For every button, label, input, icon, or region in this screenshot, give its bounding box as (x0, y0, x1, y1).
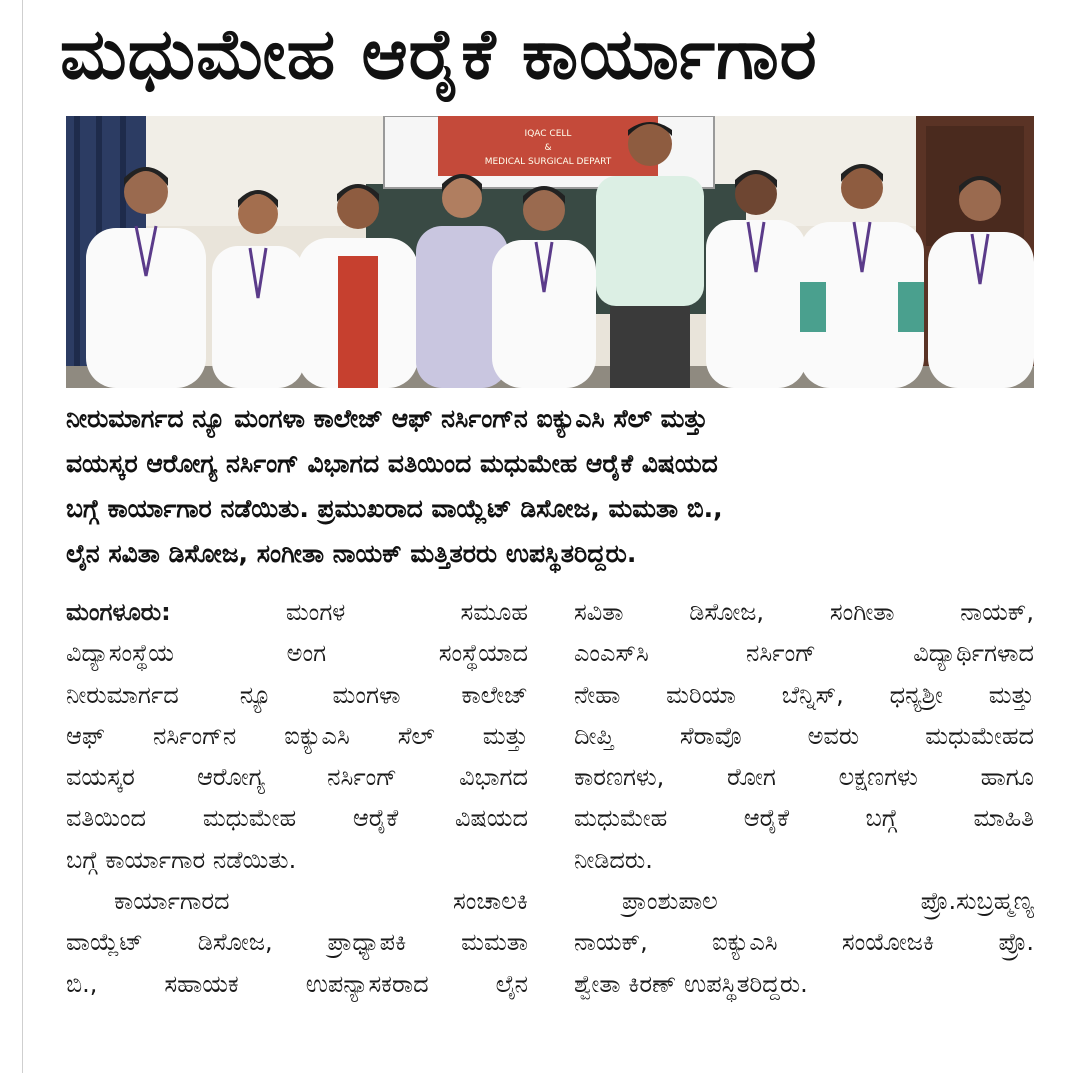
caption-line: ಲೈನ ಸವಿತಾ ಡಿಸೋಜ, ಸಂಗೀತಾ ನಾಯಕ್ ಮತ್ತಿತರರು ಉಪಸ್ಥಿತರಿದ್ದರು. (66, 539, 637, 568)
article-line: ವಯಸ್ಕರ ಆರೋಗ್ಯ ನರ್ಸಿಂಗ್ ವಿಭಾಗದ (66, 763, 528, 792)
banner-line-1: IQAC CELL (524, 129, 572, 139)
article-line: ನೀಡಿದರು. (574, 845, 653, 874)
banner-line-3: MEDICAL SURGICAL DEPART (484, 157, 612, 167)
article-column-left (66, 592, 528, 1005)
dateline: ಮಂಗಳೂರು: (66, 598, 171, 626)
article-line: ಶ್ವೇತಾ ಕಿರಣ್ ಉಪಸ್ಥಿತರಿದ್ದರು. (574, 969, 808, 998)
photo-caption (66, 396, 1034, 576)
article-line: ಮಧುಮೇಹ ಆರೈಕೆ ಬಗ್ಗೆ ಮಾಹಿತಿ (574, 804, 1034, 833)
article-line: ಬಗ್ಗೆ ಕಾರ್ಯಾಗಾರ ನಡೆಯಿತು. (66, 845, 297, 874)
banner-line-2: & (544, 143, 552, 153)
headline: ಮಧುಮೇಹ ಆರೈಕೆ ಕಾರ್ಯಾಗಾರ (60, 13, 818, 95)
article-line (66, 592, 528, 633)
article-line: ಕಾರಣಗಳು, ರೋಗ ಲಕ್ಷಣಗಳು ಹಾಗೂ (574, 763, 1034, 792)
group-photo (66, 116, 1034, 388)
article-line: ಆಫ್ ನರ್ಸಿಂಗ್‌ನ ಐಕ್ಯುಎಸಿ ಸೆಲ್ ಮತ್ತು (66, 721, 528, 750)
article-line: ವತಿಯಿಂದ ಮಧುಮೇಹ ಆರೈಕೆ ವಿಷಯದ (66, 804, 528, 833)
page-margin-rule (22, 0, 23, 1073)
article-line: ಪ್ರಾಂಶುಪಾಲ ಪ್ರೊ.ಸುಬ್ರಹ್ಮಣ್ಯ (622, 887, 1034, 916)
caption-line: ಬಗ್ಗೆ ಕಾರ್ಯಾಗಾರ ನಡೆಯಿತು. ಪ್ರಮುಖರಾದ ವಾಯ್ಲೆಟ್ ಡಿಸೋಜ, ಮಮತಾ ಬಿ., (66, 494, 723, 523)
article-line: ದೀಪ್ತಿ ಸೆರಾವೊ ಅವರು ಮಧುಮೇಹದ (574, 721, 1034, 750)
article-column-right (574, 592, 1034, 1005)
article-line: ಬಿ., ಸಹಾಯಕ ಉಪನ್ಯಾಸಕರಾದ ಲೈನ (66, 969, 528, 998)
article-line: ಸವಿತಾ ಡಿಸೋಜ, ಸಂಗೀತಾ ನಾಯಕ್, (574, 598, 1034, 626)
group-photo-illustration (66, 116, 1034, 388)
article-line: ಕಾರ್ಯಾಗಾರದ ಸಂಚಾಲಕಿ (114, 887, 528, 916)
article-line: ನೀರುಮಾರ್ಗದ ನ್ಯೂ ಮಂಗಳಾ ಕಾಲೇಜ್ (66, 680, 528, 709)
article-line: ನಾಯಕ್, ಐಕ್ಯುಎಸಿ ಸಂಯೋಜಕಿ ಪ್ರೊ. (574, 928, 1034, 957)
caption-line: ನೀರುಮಾರ್ಗದ ನ್ಯೂ ಮಂಗಳಾ ಕಾಲೇಜ್ ಆಫ್ ನರ್ಸಿಂಗ್‌ನ ಐಕ್ಯುಎಸಿ ಸೆಲ್ ಮತ್ತು (66, 404, 708, 433)
article-line: ನೇಹಾ ಮರಿಯಾ ಬೆನ್ನಿಸ್, ಧನ್ಯಶ್ರೀ ಮತ್ತು (574, 680, 1034, 709)
article-line-text: ಮಂಗಳ ಸಮೂಹ (170, 598, 528, 626)
article-line: ವಾಯ್ಲೆಟ್ ಡಿಸೋಜ, ಪ್ರಾಧ್ಯಾಪಕಿ ಮಮತಾ (66, 928, 528, 957)
caption-line: ವಯಸ್ಕರ ಆರೋಗ್ಯ ನರ್ಸಿಂಗ್ ವಿಭಾಗದ ವತಿಯಿಂದ ಮಧುಮೇಹ ಆರೈಕೆ ವಿಷಯದ (66, 449, 718, 478)
article-line: ವಿದ್ಯಾಸಂಸ್ಥೆಯ ಅಂಗ ಸಂಸ್ಥೆಯಾದ (66, 639, 528, 668)
article-line: ಎಂಎಸ್‌ಸಿ ನರ್ಸಿಂಗ್ ವಿದ್ಯಾರ್ಥಿಗಳಾದ (574, 639, 1034, 668)
